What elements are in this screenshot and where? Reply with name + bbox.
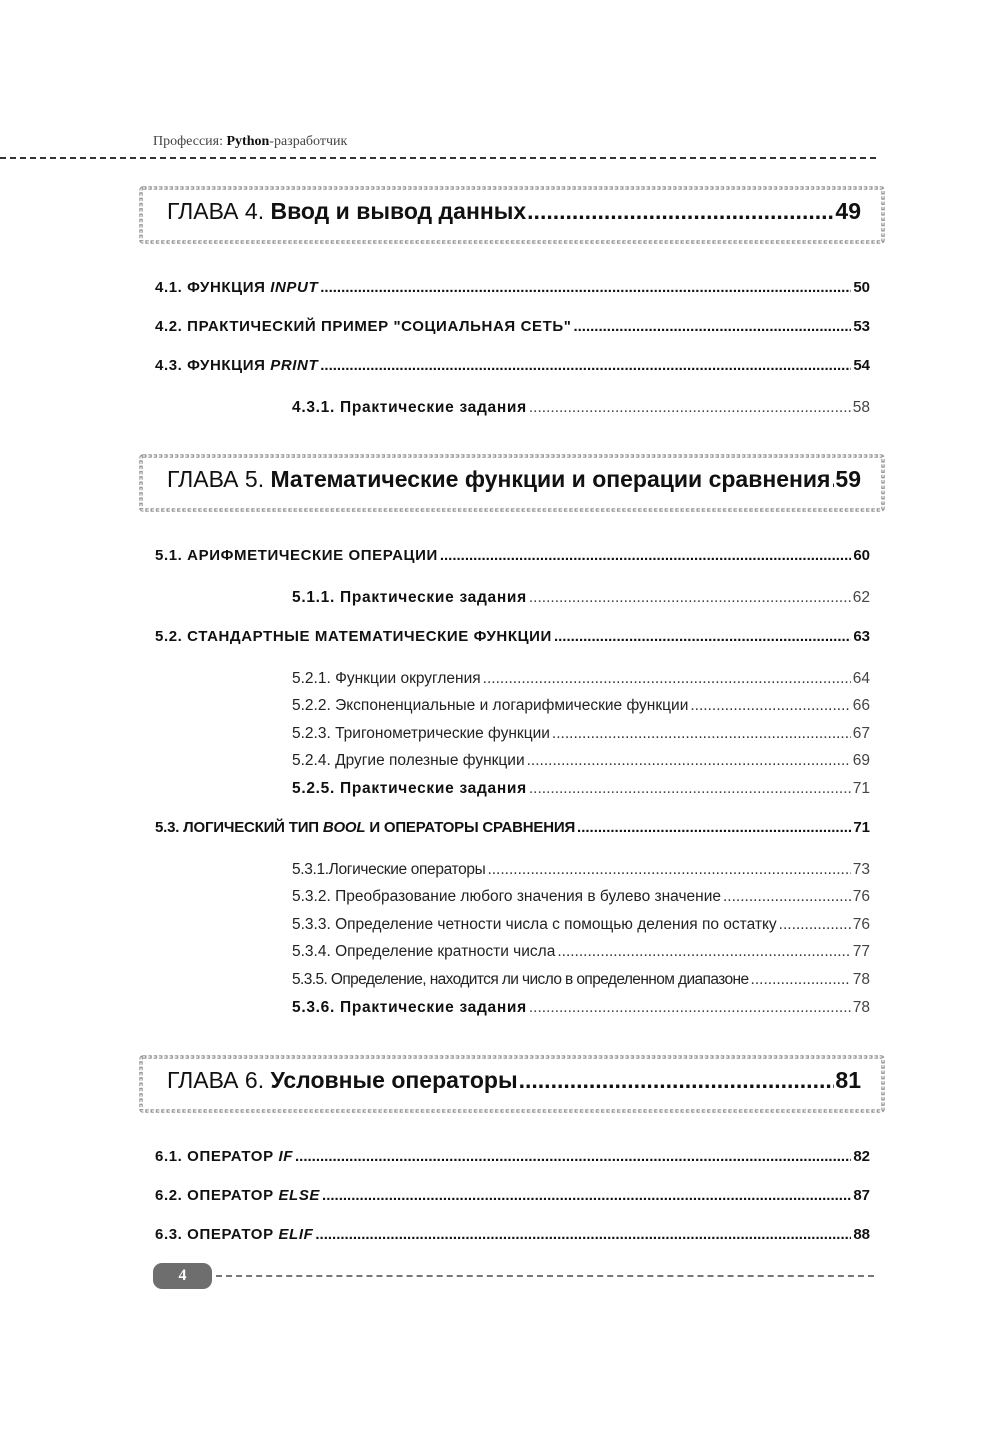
entry-label-italic: PRINT [270,357,319,374]
chapter-title: Математические функции и операции сравнения [270,466,831,492]
entry-label: 5.3.1.Логические операторы [292,861,486,878]
entry-page: 78 [852,971,870,988]
entry-label: 5.1.1. Практические задания [292,589,527,606]
entry-page: 54 [853,357,870,374]
leader-dots [573,318,851,336]
entry-label-after: И ОПЕРАТОРЫ СРАВНЕНИЯ [365,819,576,836]
entry-label: 5.2.4. Другие полезные функции [292,752,525,769]
chapter-page: 81 [835,1067,861,1093]
toc-entry-6-1[interactable] [155,1148,870,1166]
entry-page: 62 [852,589,870,606]
entry-label-italic: INPUT [270,279,319,296]
toc-entry-5-3-5[interactable] [292,971,870,989]
leader-dots [529,589,851,607]
entry-page: 76 [852,888,870,905]
page-number-badge: 4 [153,1263,212,1289]
entry-page: 71 [853,819,870,836]
chapter-page: 49 [835,198,861,224]
leader-dots [440,547,851,565]
toc-entry-4-1[interactable] [155,279,870,297]
leader-dots [723,888,851,906]
entry-label: 5.3.4. Определение кратности числа [292,943,556,960]
leader-dots [751,971,851,989]
leader-dots [529,780,851,798]
entry-page: 73 [852,861,870,878]
entry-label: 4.3.1. Практические задания [292,399,527,416]
chapter-5-heading[interactable] [137,452,887,514]
toc-entry-5-2[interactable] [155,628,870,646]
entry-label-italic: BOOL [322,819,366,836]
entry-page: 78 [852,999,870,1016]
chapter-4-heading[interactable] [137,184,887,246]
entry-page: 82 [853,1148,870,1165]
entry-page: 77 [852,943,870,960]
leader-dots [483,670,851,688]
toc-entry-6-2[interactable] [155,1187,870,1205]
entry-label-italic: IF [278,1148,293,1165]
running-head-prefix: Профессия: [153,134,227,149]
entry-page: 71 [852,780,870,797]
entry-label-italic: ELIF [278,1226,314,1243]
toc-entry-5-3-4[interactable] [292,943,870,961]
entry-label: 6.1. ОПЕРАТОР [155,1148,279,1165]
toc-entry-5-3-2[interactable] [292,888,870,906]
entry-label: 4.3. ФУНКЦИЯ [155,357,271,374]
running-head-bold: Python [226,134,270,149]
leader-dots [577,819,851,837]
leader-dots [295,1148,851,1166]
entry-label: 4.2. ПРАКТИЧЕСКИЙ ПРИМЕР "СОЦИАЛЬНАЯ СЕТЬ" [155,318,572,335]
toc-entry-5-3-1[interactable] [292,861,870,879]
leader-dots [487,861,850,879]
leader-dots [527,198,834,225]
entry-label: 5.2.1. Функции округления [292,670,481,687]
entry-page: 60 [853,547,870,564]
toc-entry-5-2-1[interactable] [292,670,870,688]
chapter-number: ГЛАВА 4. [167,198,265,224]
leader-dots [320,357,851,375]
entry-label: 5.2.3. Тригонометрические функции [292,725,550,742]
running-head [153,134,347,150]
entry-label-italic: ELSE [278,1187,321,1204]
entry-label: 5.1. АРИФМЕТИЧЕСКИЕ ОПЕРАЦИИ [155,547,438,564]
chapter-title: Ввод и вывод данных [270,198,527,224]
leader-dots [552,725,851,743]
leader-dots [320,279,851,297]
toc-entry-4-3-1[interactable] [292,399,870,417]
footer-dashed-rule [216,1275,874,1277]
leader-dots [527,752,851,770]
toc-entry-4-3[interactable] [155,357,870,375]
toc-entry-5-3-3[interactable] [292,916,870,934]
entry-page: 76 [852,916,870,933]
entry-label: 6.2. ОПЕРАТОР [155,1187,279,1204]
leader-dots [831,466,834,493]
toc-entry-5-3[interactable] [155,819,870,837]
entry-label: 6.3. ОПЕРАТОР [155,1226,279,1243]
leader-dots [322,1187,851,1205]
toc-entry-5-1[interactable] [155,547,870,565]
header-dashed-rule [0,157,876,159]
toc-entry-5-2-5[interactable] [292,780,870,798]
leader-dots [519,1067,835,1094]
leader-dots [529,399,851,417]
leader-dots [557,943,850,961]
entry-page: 58 [852,399,870,416]
toc-entry-5-2-4[interactable] [292,752,870,770]
leader-dots [315,1226,851,1244]
leader-dots [529,999,851,1017]
entry-page: 64 [852,670,870,687]
leader-dots [554,628,851,646]
entry-page: 63 [853,628,870,645]
running-head-suffix: -разработчик [269,134,348,149]
entry-label: 5.3.2. Преобразование любого значения в булево значение [292,888,721,905]
entry-page: 50 [853,279,870,296]
toc-entry-6-3[interactable] [155,1226,870,1244]
chapter-page: 59 [835,466,861,492]
toc-entry-5-3-6[interactable] [292,999,870,1017]
entry-label: 5.2.5. Практические задания [292,780,527,797]
entry-label: 5.3.5. Определение, находится ли число в определенном диапазоне [292,971,749,988]
toc-entry-4-2[interactable] [155,318,870,336]
entry-label: 4.1. ФУНКЦИЯ [155,279,271,296]
chapter-number: ГЛАВА 5. [167,466,265,492]
entry-label: 5.3.6. Практические задания [292,999,527,1016]
toc-entry-5-2-3[interactable] [292,725,870,743]
entry-page: 87 [853,1187,870,1204]
toc-entry-5-1-1[interactable] [292,589,870,607]
entry-page: 66 [852,697,870,714]
entry-page: 53 [853,318,870,335]
leader-dots [779,916,851,934]
chapter-6-heading[interactable] [137,1053,887,1115]
chapter-title: Условные операторы [270,1067,518,1093]
toc-entry-5-2-2[interactable] [292,697,870,715]
chapter-number: ГЛАВА 6. [167,1067,265,1093]
entry-label: 5.2.2. Экспоненциальные и логарифмические функции [292,697,689,714]
entry-label: 5.3.3. Определение четности числа с помощью деления по остатку [292,916,777,933]
entry-label: 5.2. СТАНДАРТНЫЕ МАТЕМАТИЧЕСКИЕ ФУНКЦИИ [155,628,552,645]
entry-page: 69 [852,752,870,769]
leader-dots [690,697,850,715]
entry-page: 88 [853,1226,870,1243]
entry-page: 67 [852,725,870,742]
entry-label: 5.3. ЛОГИЧЕСКИЙ ТИП [155,819,323,836]
